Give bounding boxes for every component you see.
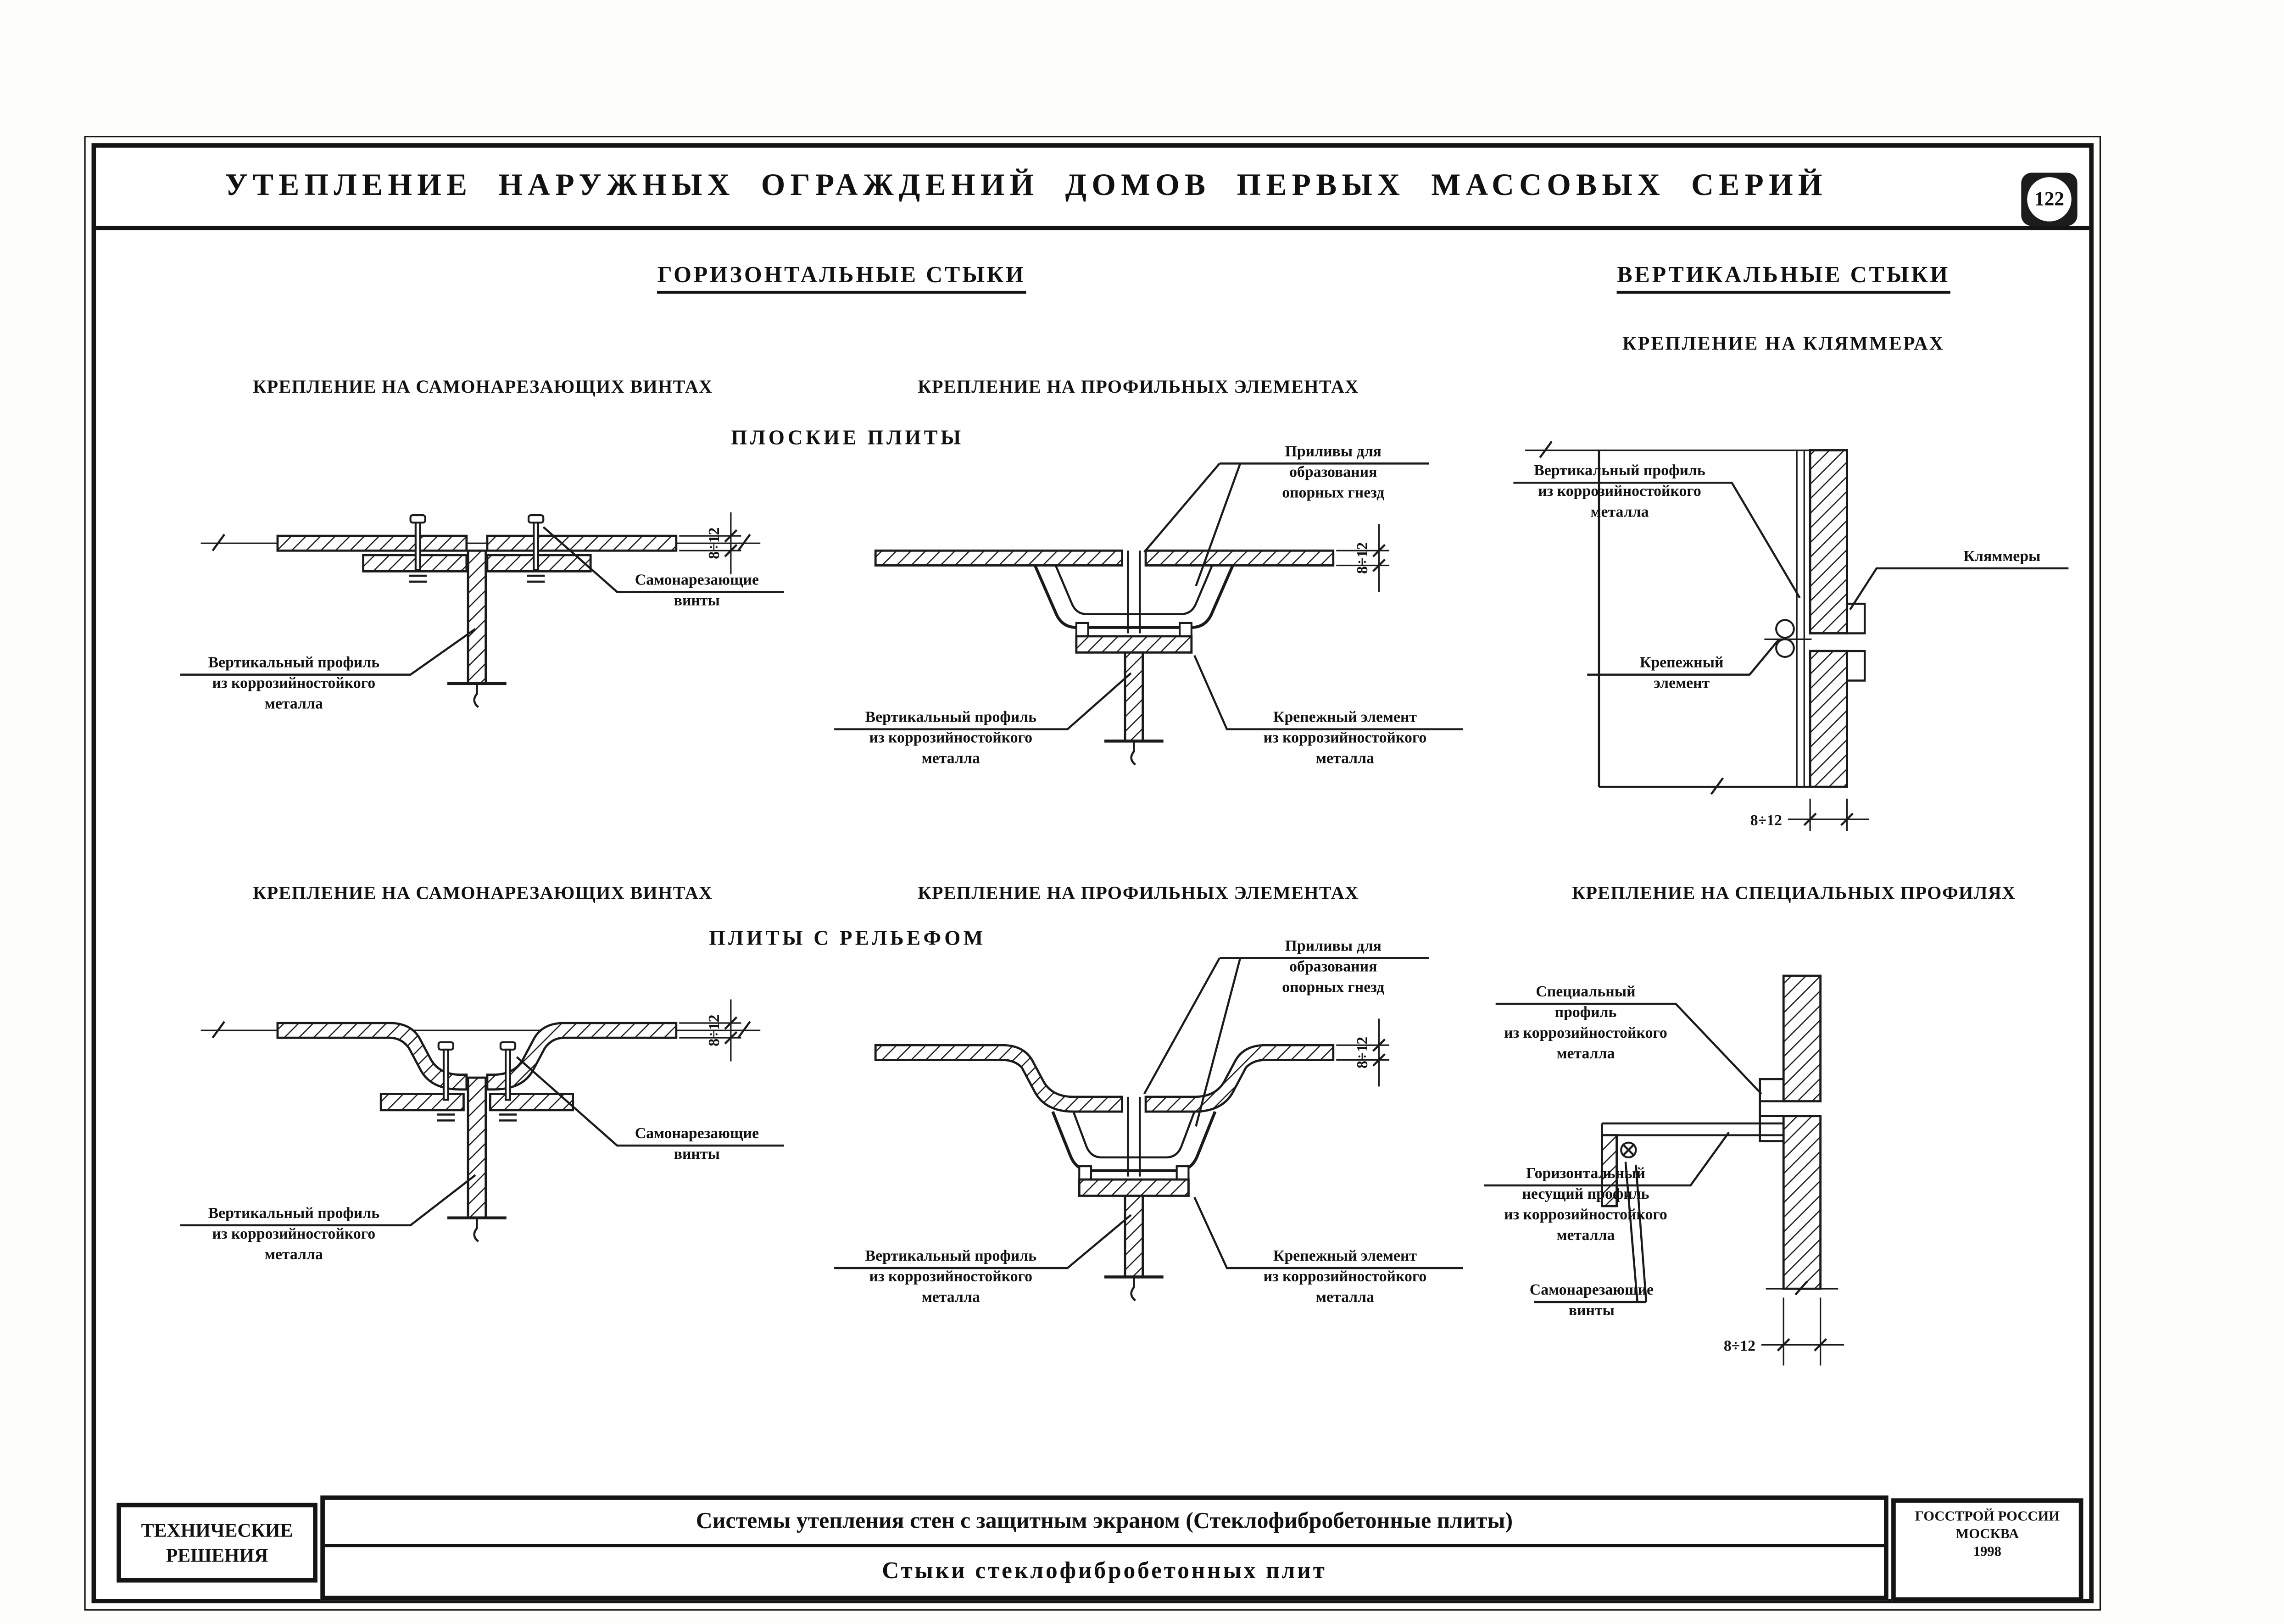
- label-support-bosses: Приливы для образования опорных гнезд: [1282, 939, 1385, 997]
- caption-klammer-fixing: КРЕПЛЕНИЕ НА КЛЯММЕРАХ: [1622, 332, 1945, 355]
- page-number-badge: [2021, 172, 2077, 226]
- title-block-main: [320, 1496, 1888, 1600]
- label-fastening-element: Крепежный элемент из коррозийностойкого металла: [1263, 1249, 1427, 1307]
- caption-self-tapping-top: КРЕПЛЕНИЕ НА САМОНАРЕЗАЮЩИХ ВИНТАХ: [253, 376, 713, 397]
- label-vertical-profile: Вертикальный профиль из коррозийностойкого металла: [1534, 463, 1705, 521]
- label-support-bosses: Приливы для образования опорных гнезд: [1282, 444, 1385, 502]
- label-self-tapping-screws: Самонарезающие винты: [635, 573, 759, 610]
- label-fastening-element-short: Крепежный элемент: [1639, 655, 1724, 693]
- page-title: УТЕПЛЕНИЕ НАРУЖНЫХ ОГРАЖДЕНИЙ ДОМОВ ПЕРВЫХ МАССОВЫХ СЕРИЙ: [225, 167, 1827, 202]
- label-special-profile: Специальный профиль из коррозийностойкого металла: [1504, 984, 1667, 1063]
- label-vertical-profile: Вертикальный профиль из коррозийностойкого металла: [208, 1206, 380, 1264]
- screw-icon: [1621, 1143, 1636, 1157]
- label-fastening-element: Крепежный элемент из коррозийностойкого металла: [1263, 710, 1427, 768]
- diagram-relief-self-tapping: [174, 986, 787, 1274]
- title-block-organization: ГОССТРОЙ РОССИИ МОСКВА 1998: [1891, 1498, 2083, 1602]
- subtitle-relief-plates: ПЛИТЫ С РЕЛЬЕФОМ: [709, 929, 986, 951]
- label-self-tapping-screws: Самонарезающие винты: [1529, 1283, 1654, 1320]
- label-horizontal-bearing-profile: Горизонтальный несущий профиль из коррозийностойкого металла: [1504, 1166, 1667, 1245]
- label-vertical-profile: Вертикальный профиль из коррозийностойкого металла: [865, 710, 1037, 768]
- label-vertical-profile: Вертикальный профиль из коррозийностойкого металла: [208, 655, 380, 713]
- dim-label: 8÷12: [1354, 1036, 1371, 1068]
- caption-special-profiles: КРЕПЛЕНИЕ НА СПЕЦИАЛЬНЫХ ПРОФИЛЯХ: [1571, 883, 2016, 904]
- subtitle-flat-plates: ПЛОСКИЕ ПЛИТЫ: [731, 428, 964, 450]
- diagram-special-profile-fixing: [1481, 964, 2072, 1385]
- dim-label: 8÷12: [1354, 542, 1371, 574]
- drawing-frame: [92, 143, 2094, 1603]
- dim-label: 8÷12: [1723, 1337, 1756, 1355]
- caption-profile-elements-top: КРЕПЛЕНИЕ НА ПРОФИЛЬНЫХ ЭЛЕМЕНТАХ: [918, 376, 1359, 397]
- label-vertical-profile: Вертикальный профиль из коррозийностойкого металла: [865, 1249, 1037, 1307]
- section-vertical-joints: ВЕРТИКАЛЬНЫЕ СТЫКИ: [1562, 263, 2005, 289]
- page-number: 122: [2027, 177, 2072, 222]
- title-block-series: ТЕХНИЧЕСКИЕ РЕШЕНИЯ: [117, 1503, 318, 1583]
- dim-label: 8÷12: [706, 1014, 723, 1046]
- caption-self-tapping-bottom: КРЕПЛЕНИЕ НА САМОНАРЕЗАЮЩИХ ВИНТАХ: [253, 883, 713, 904]
- dim-label: 8÷12: [1750, 812, 1783, 829]
- caption-profile-elements-bottom: КРЕПЛЕНИЕ НА ПРОФИЛЬНЫХ ЭЛЕМЕНТАХ: [918, 883, 1359, 904]
- dim-label: 8÷12: [706, 527, 723, 559]
- label-self-tapping-screws: Самонарезающие винты: [635, 1126, 759, 1163]
- title-block-system-name: Системы утепления стен с защитным экраном (Стеклофибробетонные плиты): [325, 1500, 1884, 1547]
- section-horizontal-joints: ГОРИЗОНТАЛЬНЫЕ СТЫКИ: [620, 263, 1063, 289]
- label-klammers: Кляммеры: [1963, 549, 2041, 566]
- diagram-klammer-fixing: [1496, 433, 2072, 831]
- diagram-flat-self-tapping: [174, 506, 787, 743]
- title-band: [96, 148, 2089, 230]
- diagram-flat-profile-elements: [831, 440, 1466, 787]
- title-block-sheet-name: Стыки стеклофибробетонных плит: [882, 1558, 1327, 1584]
- diagram-relief-profile-elements: [831, 934, 1466, 1318]
